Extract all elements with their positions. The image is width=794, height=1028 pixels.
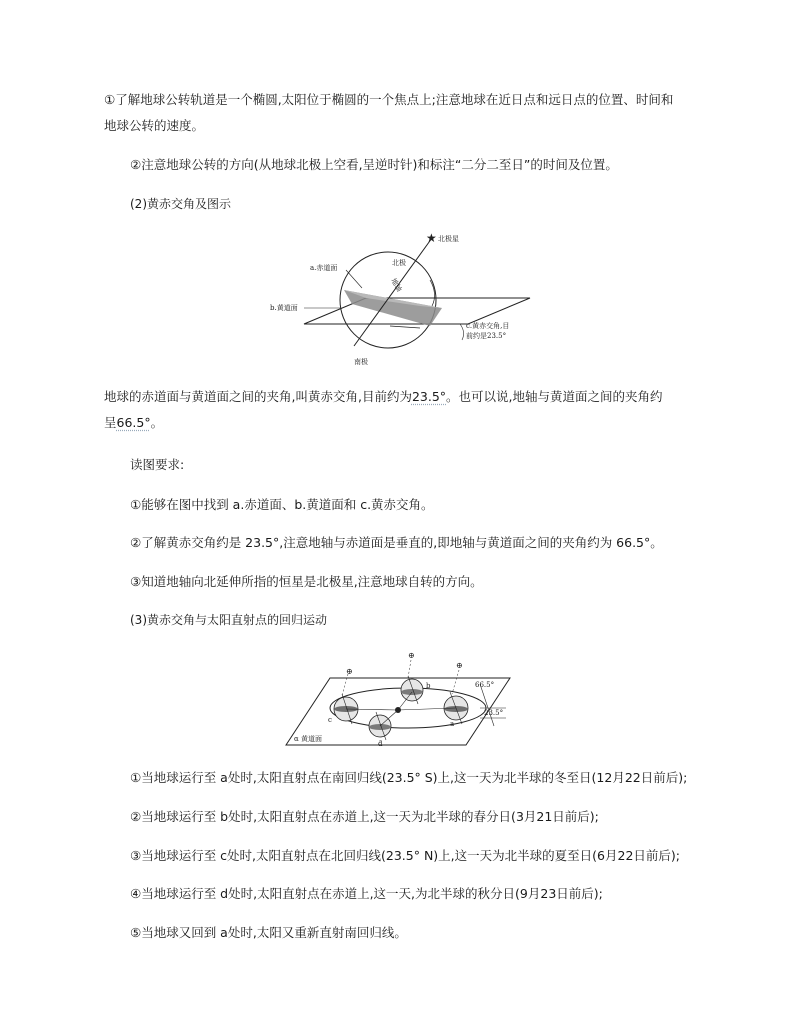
heading-2: (2)黄赤交角及图示 (130, 197, 231, 211)
para-3-text-c: 呈 (104, 415, 117, 430)
para-3-text-d: 。 (150, 415, 164, 430)
ecliptic-plane-label: α 黄道面 (294, 735, 322, 743)
para-3-text-a: 地球的赤道面与黄道面之间的夹角,叫黄赤交角,目前约为 (104, 389, 412, 404)
para-3-line-1 (104, 389, 663, 405)
south-pole-label: 南极 (354, 358, 368, 366)
sequence-item-1: ①当地球运行至 a处时,太阳直射点在南回归线(23.5° S)上,这一天为北半球的冬至日(12月22日前后); (130, 770, 688, 785)
obliquity-value: 23.5° (411, 389, 447, 404)
read-item-3: ③知道地轴向北延伸所指的恒星是北极星,注意地球自转的方向。 (130, 574, 483, 589)
ecliptic-label: b.黄道面 (270, 304, 298, 312)
sequence-item-2: ②当地球运行至 b处时,太阳直射点在赤道上,这一天为北半球的春分日(3月21日前后); (130, 809, 599, 824)
angle-23-label: 23.5° (484, 709, 504, 717)
svg-text:⊕: ⊕ (408, 651, 415, 660)
para-3-line-2 (104, 415, 163, 431)
heading-3: (3)黄赤交角与太阳直射点的回归运动 (130, 613, 327, 627)
svg-text:★: ★ (426, 231, 437, 245)
read-item-2: ②了解黄赤交角约是 23.5°,注意地轴与赤道面是垂直的,即地轴与黄道面之间的夹角约为 66.5°。 (130, 535, 663, 550)
label-a: a (450, 720, 455, 728)
para-1-line-1: ①了解地球公转轨道是一个椭圆,太阳位于椭圆的一个焦点上;注意地球在近日点和远日点的位置、时间和 (104, 92, 674, 107)
label-d: d (378, 740, 383, 748)
axis-label: 地轴 (389, 277, 404, 294)
sequence-item-3: ③当地球运行至 c处时,太阳直射点在北回归线(23.5° N)上,这一天为北半球的夏至日(6月22日前后); (130, 848, 680, 863)
equator-label: a.赤道面 (310, 264, 338, 272)
sequence-item-5: ⑤当地球又回到 a处时,太阳又重新直射南回归线。 (130, 925, 407, 940)
earth-b (401, 676, 423, 704)
svg-text:⊕: ⊕ (456, 661, 463, 670)
obliquity-label-1: c.黄赤交角,目 (466, 322, 510, 330)
axis-angle-value: 66.5° (116, 415, 151, 430)
north-pole-label: 北极 (392, 259, 406, 267)
para-2: ②注意地球公转的方向(从地球北极上空看,呈逆时针)和标注“二分二至日”的时间及位置。 (130, 157, 618, 172)
label-c: c (328, 716, 332, 724)
obliquity-figure (270, 228, 540, 370)
svg-text:⊕: ⊕ (346, 667, 353, 676)
para-3-text-b: 。也可以说,地轴与黄道面之间的夹角约 (446, 389, 663, 404)
para-1-line-2: 地球公转的速度。 (104, 118, 205, 133)
read-requirements-heading: 读图要求: (130, 457, 185, 472)
angle-66-label: 66.5° (475, 681, 495, 689)
sequence-item-4: ④当地球运行至 d处时,太阳直射点在赤道上,这一天,为北半球的秋分日(9月23日前后); (130, 886, 603, 901)
read-item-1: ①能够在图中找到 a.赤道面、b.黄道面和 c.黄赤交角。 (130, 497, 434, 512)
label-b: b (426, 682, 431, 690)
solstice-equinox-figure (284, 648, 514, 750)
pole-star-label: 北极星 (438, 235, 459, 243)
obliquity-label-2: 前约是23.5° (466, 332, 507, 340)
